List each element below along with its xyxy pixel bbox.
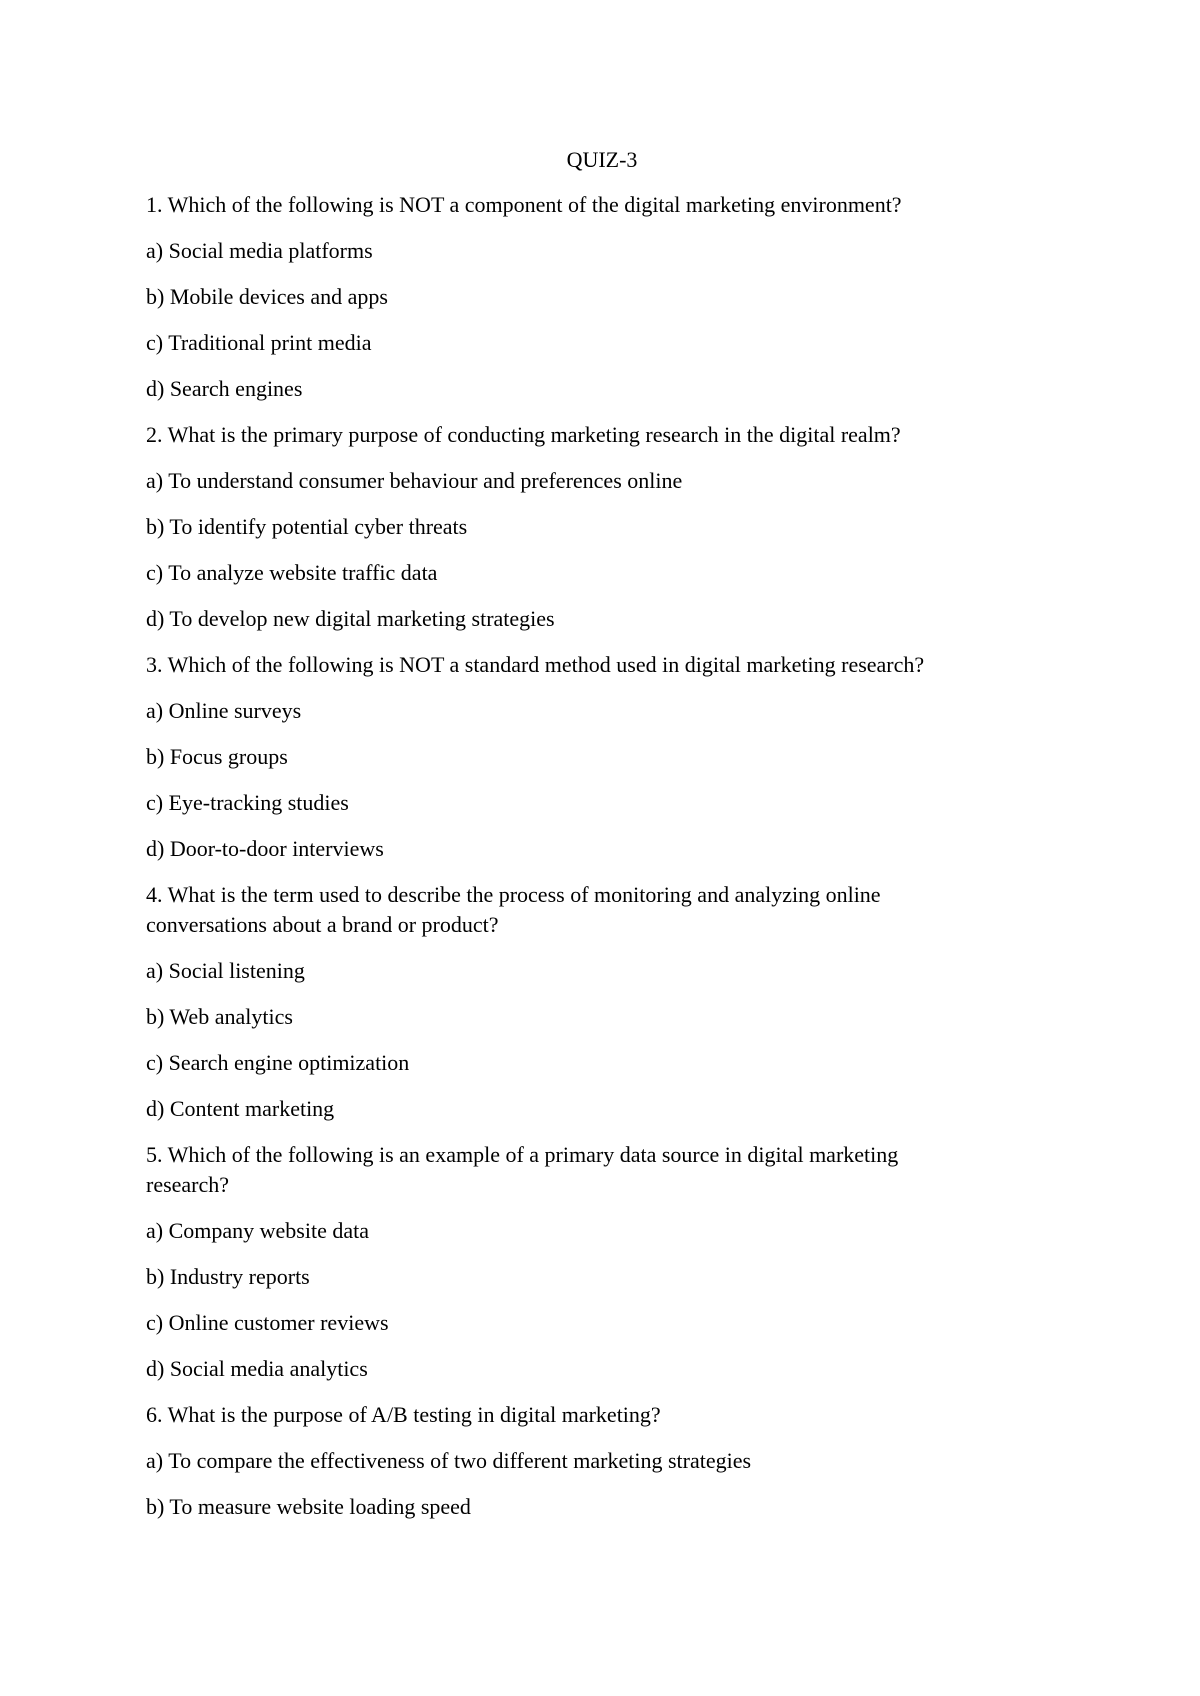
question-3-option-a: a) Online surveys <box>146 698 302 723</box>
question-1-option-a: a) Social media platforms <box>146 238 373 263</box>
question-6-option-b: b) To measure website loading speed <box>146 1494 471 1519</box>
question-5-option-c: c) Online customer reviews <box>146 1310 389 1335</box>
question-3: 3. Which of the following is NOT a standard method used in digital marketing research? <box>146 652 925 677</box>
question-3-option-d: d) Door-to-door interviews <box>146 836 384 861</box>
question-6-option-a: a) To compare the effectiveness of two different marketing strategies <box>146 1448 752 1473</box>
question-1: 1. Which of the following is NOT a component of the digital marketing environment? <box>146 192 902 217</box>
question-2-option-d: d) To develop new digital marketing strategies <box>146 606 555 631</box>
question-4: 4. What is the term used to describe the process of monitoring and analyzing online conversations about a brand or product? <box>146 882 881 937</box>
question-3-option-c: c) Eye-tracking studies <box>146 790 349 815</box>
question-4-option-c: c) Search engine optimization <box>146 1050 410 1075</box>
document-title: QUIZ-3 <box>566 147 638 172</box>
question-3-option-b: b) Focus groups <box>146 744 288 769</box>
question-1-option-c: c) Traditional print media <box>146 330 372 355</box>
question-5: 5. Which of the following is an example of a primary data source in digital marketing research? <box>146 1142 899 1197</box>
question-1-option-d: d) Search engines <box>146 376 303 401</box>
question-5-option-b: b) Industry reports <box>146 1264 310 1289</box>
question-4-option-a: a) Social listening <box>146 958 305 983</box>
question-1-option-b: b) Mobile devices and apps <box>146 284 388 309</box>
question-4-option-b: b) Web analytics <box>146 1004 293 1029</box>
question-2-option-b: b) To identify potential cyber threats <box>146 514 468 539</box>
question-2-option-c: c) To analyze website traffic data <box>146 560 438 585</box>
question-2: 2. What is the primary purpose of conducting marketing research in the digital realm? <box>146 422 901 447</box>
question-2-option-a: a) To understand consumer behaviour and preferences online <box>146 468 683 493</box>
question-6: 6. What is the purpose of A/B testing in digital marketing? <box>146 1402 661 1427</box>
question-5-option-d: d) Social media analytics <box>146 1356 368 1381</box>
question-5-option-a: a) Company website data <box>146 1218 369 1243</box>
question-4-option-d: d) Content marketing <box>146 1096 335 1121</box>
